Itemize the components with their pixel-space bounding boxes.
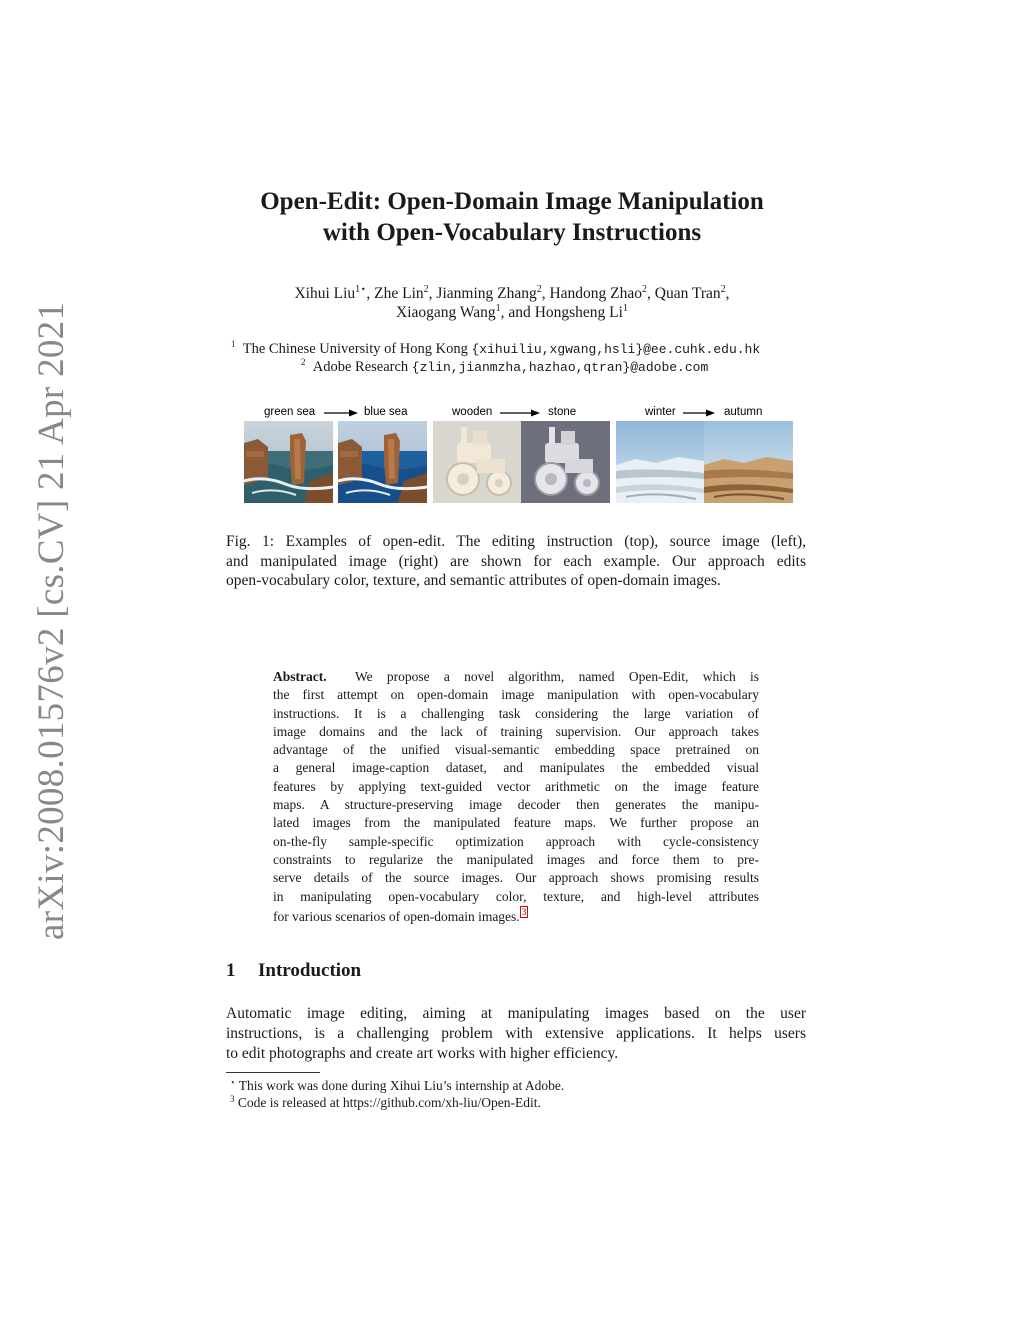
figure-1 [0, 0, 1024, 520]
author-name: Zhe Lin [374, 285, 424, 302]
author-affil-mark: 2 [720, 284, 726, 295]
stone-tractor-image [521, 421, 610, 503]
body-line: Automatic image editing, aiming at manipulating images based on the user [226, 1005, 806, 1022]
section-heading-introduction [226, 960, 361, 982]
footnote-3-link[interactable]: 3 [521, 906, 527, 917]
wooden-tractor-image [433, 421, 522, 503]
arxiv-identifier-stamp: arXiv:2008.01576v2 [cs.CV] 21 Apr 2021 [31, 301, 72, 940]
author-separator: , [725, 285, 730, 302]
author-separator: , [428, 285, 437, 302]
edit-target-label: autumn [724, 406, 763, 418]
author-separator: , [541, 285, 550, 302]
edit-target-label: blue sea [364, 406, 408, 418]
abstract-line: advantage of the unified visual-semantic embedding space pretrained on [273, 742, 759, 758]
abstract-text: for various scenarios of open-domain images. [273, 908, 520, 924]
footnote-3 [230, 1094, 564, 1111]
author-name: Xihui Liu [294, 285, 356, 302]
abstract-line: on-the-fly sample-specific optimization approach with cycle-consistency [273, 833, 759, 849]
author-name: Xiaogang Wang [396, 304, 496, 321]
affiliation-mark: 2 [301, 357, 306, 367]
abstract-line: image domains and the lack of training supervision. Our approach takes [273, 723, 759, 739]
section-title: Introduction [258, 960, 362, 981]
body-line: to edit photographs and create art works with higher efficiency. [226, 1045, 619, 1062]
affiliation-email: {xihuiliu,xgwang,hsli}@ee.cuhk.edu.hk [471, 342, 761, 357]
abstract-line: in manipulating open-vocabulary color, texture, and high-level attributes [273, 888, 759, 904]
caption-line: and manipulated image (right) are shown for each example. Our approach edits [226, 552, 806, 570]
author-affil-mark: 1⋆ [355, 284, 367, 295]
edit-source-label: wooden [452, 406, 493, 418]
footnote-mark: 3 [230, 1094, 235, 1104]
arrow-right-icon [682, 407, 716, 419]
author-name: Jianming Zhang [436, 285, 537, 302]
abstract-line: features by applying text-guided vector arithmetic on the image feature [273, 778, 759, 794]
winter-landscape-image [616, 421, 705, 503]
author-separator: , [647, 285, 655, 302]
footnote-divider [226, 1072, 320, 1073]
abstract-line: instructions. It is a challenging task considering the large variation of [273, 705, 759, 721]
author-affil-mark: 2 [642, 284, 648, 295]
edit-source-label: winter [645, 406, 676, 418]
edit-target-label: stone [548, 406, 577, 418]
abstract-line: lated images from the manipulated feature maps. We further propose an [273, 815, 759, 831]
sea-rock-edited-image [338, 421, 427, 503]
abstract-text: We propose a novel algorithm, named Open-Edit, which is [354, 669, 759, 684]
footnote-text: Code is released at https://github.com/xh-liu/Open-Edit. [237, 1095, 541, 1110]
affiliation-email: {zlin,jianmzha,hazhao,qtran}@adobe.com [411, 360, 709, 375]
author-affil-mark: 1 [622, 303, 628, 314]
title-line-1: Open-Edit: Open-Domain Image Manipulation [260, 188, 764, 215]
arrow-right-icon [323, 407, 359, 419]
author-affil-mark: 2 [536, 284, 542, 295]
affiliation-name: Adobe Research [312, 359, 412, 375]
author-affil-mark: 1 [495, 303, 501, 314]
author-affil-mark: 2 [423, 284, 429, 295]
author-name: Quan Tran [654, 285, 721, 302]
affiliation-name: The Chinese University of Hong Kong [242, 341, 472, 357]
author-separator: , [366, 285, 375, 302]
author-name: Handong Zhao [549, 285, 643, 302]
footnotes [230, 1077, 564, 1111]
title-line-2: with Open-Vocabulary Instructions [322, 219, 702, 246]
introduction-paragraph [226, 1004, 806, 1064]
footnote-text: This work was done during Xihui Liu’s internship at Adobe. [238, 1078, 565, 1093]
caption-line: Fig. 1: Examples of open-edit. The editing instruction (top), source image (left), [226, 533, 806, 550]
footnote-star [230, 1077, 564, 1094]
author-name: Hongsheng Li [534, 304, 623, 321]
abstract-line [273, 906, 759, 926]
autumn-landscape-image [704, 421, 793, 503]
affiliation-mark: 1 [231, 339, 236, 349]
figure-caption [226, 532, 806, 591]
author-separator: , and [500, 304, 535, 321]
footnote-mark: ⋆ [230, 1077, 236, 1087]
abstract-line [273, 668, 759, 686]
arrow-right-icon [499, 407, 541, 419]
body-line: instructions, is a challenging problem with extensive applications. It helps users [226, 1025, 806, 1042]
abstract-heading: Abstract. [273, 669, 327, 684]
abstract-line: maps. A structure-preserving image decoder then generates the manipu- [273, 797, 759, 813]
abstract-line: constraints to regularize the manipulated images and force them to pre- [273, 851, 759, 867]
abstract [273, 668, 759, 926]
abstract-line: the first attempt on open-domain image manipulation with open-vocabulary [273, 687, 759, 703]
caption-line: open-vocabulary color, texture, and semantic attributes of open-domain images. [226, 572, 721, 589]
section-number: 1 [226, 960, 236, 981]
edit-source-label: green sea [264, 406, 316, 418]
abstract-line: serve details of the source images. Our approach shows promising results [273, 870, 759, 886]
sea-rock-source-image [244, 421, 333, 503]
abstract-line: a general image-caption dataset, and manipulates the embedded visual [273, 760, 759, 776]
